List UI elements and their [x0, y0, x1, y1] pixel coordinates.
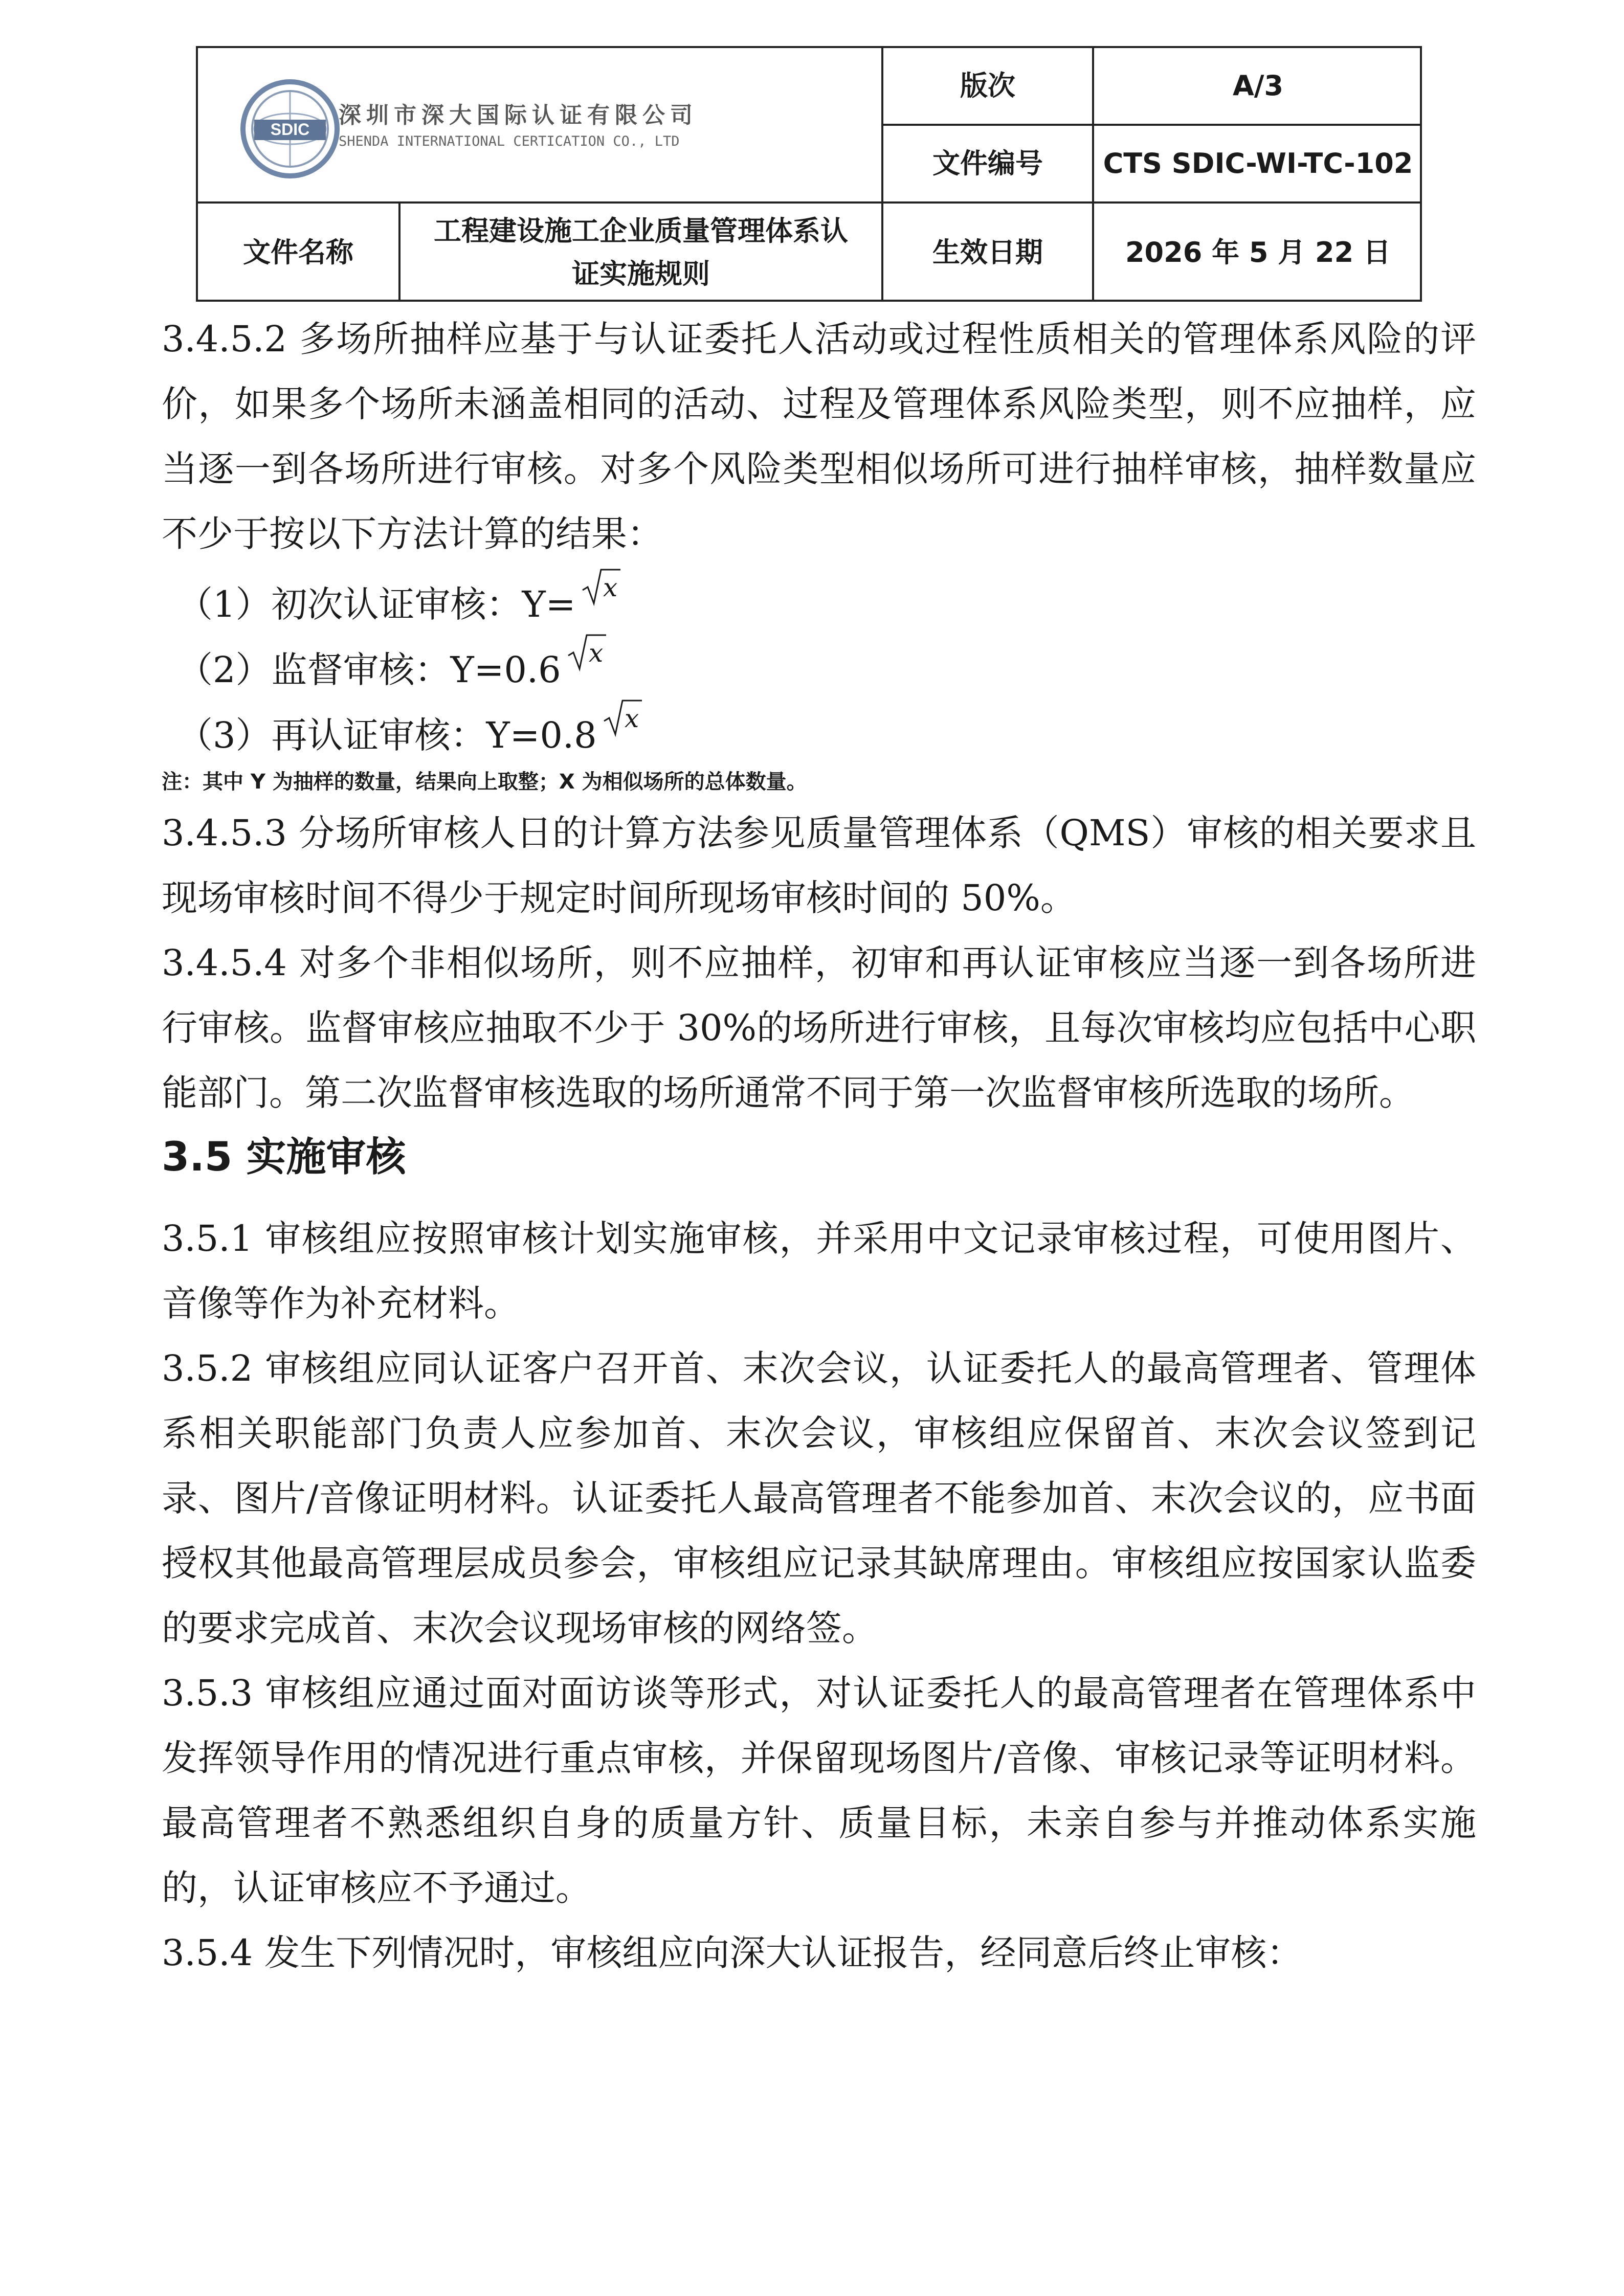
formula-surveillance [162, 632, 1476, 697]
clause-3-4-5-3: 3.4.5.3 分场所审核人日的计算方法参见质量管理体系（QMS）审核的相关要求且现场审核时间不得少于规定时间所现场审核时间的 50%。 [162, 812, 1476, 919]
formula-note: 注：其中 Y 为抽样的数量，结果向上取整；X 为相似场所的总体数量。 [162, 770, 807, 794]
effective-date-value: 2026 年 5 月 22 日 [1125, 236, 1391, 269]
company-logo-area [198, 48, 883, 201]
company-name-en: SHENDA INTERNATIONAL CERTICATION CO., LTD [339, 133, 680, 149]
clause-3-4-5-4: 3.4.5.4 对多个非相似场所，则不应抽样，初审和再认证审核应当逐一到各场所进行审核。监督审核应抽取不少于 30%的场所进行审核，且每次审核均应包括中心职能部门。第二次监督审核选取的场所通常不同于第一次监督审核所选取的场所。 [162, 942, 1476, 1114]
company-name-cn: 深圳市深大国际认证有限公司 [339, 102, 698, 128]
sqrt-x-icon [581, 567, 621, 607]
formula-recertification [162, 697, 1476, 763]
sqrt-x-icon [566, 632, 607, 673]
doc-number-label: 文件编号 [932, 147, 1043, 180]
logo-abbr: SDIC [270, 120, 310, 139]
doc-name-label: 文件名称 [243, 236, 353, 269]
formula-recertification-text: （3）再认证审核：Y=0.8 [177, 714, 597, 756]
clause-3-5-2: 3.5.2 审核组应同认证客户召开首、末次会议，认证委托人的最高管理者、管理体系相关职能部门负责人应参加首、末次会议，审核组应保留首、末次会议签到记录、图片/音像证明材料。认证委托人最高管理者不能参加首、末次会议的，应书面授权其他最高管理层成员参会，审核组应记录其缺席理由。审核组应按国家认监委的要求完成首、末次会议现场审核的网络签。 [162, 1347, 1476, 1649]
section-heading-3-5: 3.5 实施审核 [162, 1134, 406, 1180]
sdic-logo-icon [239, 78, 341, 180]
doc-number-value: CTS SDIC-WI-TC-102 [1103, 147, 1413, 180]
clause-3-5-4: 3.5.4 发生下列情况时，审核组应向深大认证报告，经同意后终止审核： [162, 1932, 1303, 1974]
formula-surveillance-text: （2）监督审核：Y=0.6 [177, 649, 561, 691]
effective-date-label: 生效日期 [932, 236, 1043, 269]
clause-3-5-3: 3.5.3 审核组应通过面对面访谈等形式，对认证委托人的最高管理者在管理体系中发挥领导作用的情况进行重点审核，并保留现场图片/音像、审核记录等证明材料。最高管理者不熟悉组织自身的质量方针、质量目标，未亲自参与并推动体系实施的，认证审核应不予通过。 [162, 1672, 1476, 1909]
document-header-table [196, 46, 1422, 302]
version-label: 版次 [960, 70, 1015, 102]
formula-initial-text: （1）初次认证审核：Y= [177, 583, 576, 625]
svg-text:x: x [603, 573, 618, 602]
version-value: A/3 [1232, 70, 1284, 102]
document-body [162, 307, 1476, 1986]
formula-initial [162, 567, 1476, 632]
doc-name-value: 工程建设施工企业质量管理体系认证实施规则 [434, 215, 848, 290]
sqrt-x-icon [602, 697, 643, 738]
clause-3-4-5-2: 3.4.5.2 多场所抽样应基于与认证委托人活动或过程性质相关的管理体系风险的评价，如果多个场所未涵盖相同的活动、过程及管理体系风险类型，则不应抽样，应当逐一到各场所进行审核。对多个风险类型相似场所可进行抽样审核，抽样数量应不少于按以下方法计算的结果： [162, 318, 1476, 555]
svg-text:x: x [588, 638, 603, 668]
clause-3-5-1: 3.5.1 审核组应按照审核计划实施审核，并采用中文记录审核过程，可使用图片、音像等作为补充材料。 [162, 1218, 1476, 1324]
svg-text:x: x [624, 704, 639, 733]
